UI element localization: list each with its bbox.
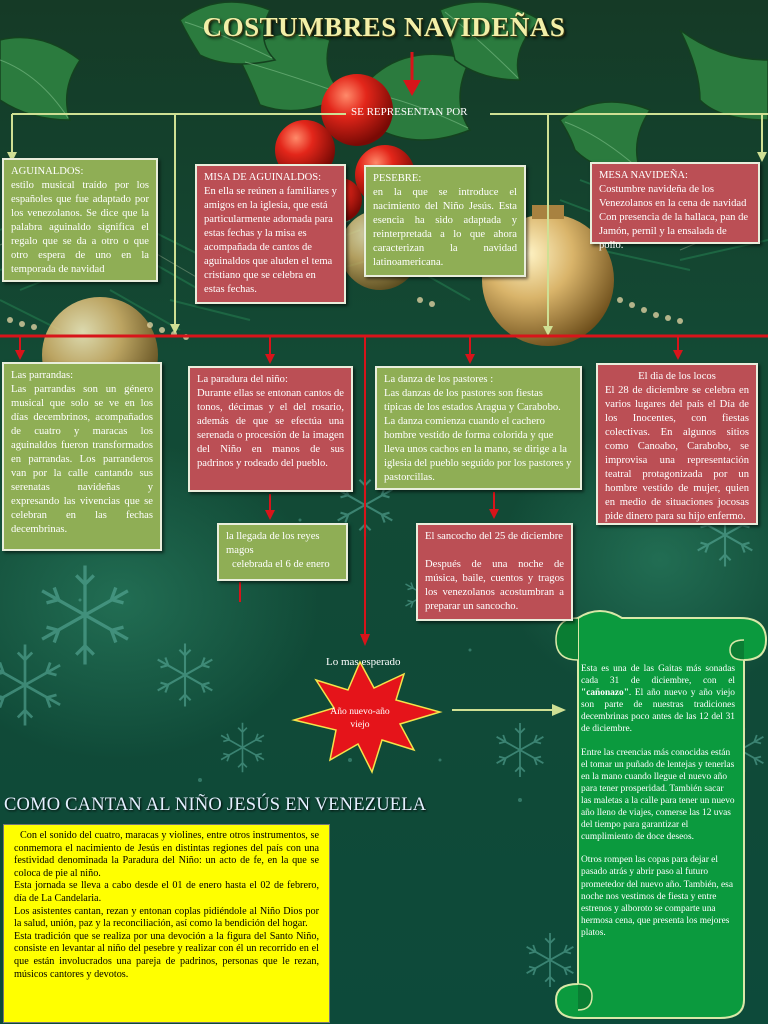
box-heading: Las parrandas: bbox=[11, 370, 74, 381]
scroll-text bbox=[581, 663, 735, 950]
box-misa-de-aguinaldos bbox=[195, 164, 346, 304]
box-dia-de-los-locos bbox=[596, 363, 758, 525]
box-body: El 28 de diciembre se celebra en varios lugares del país el Día de los Inocentes, con fiestas colectivas. En algunos sitios como Canoabo, Carabobo, se improvisa una representación teatral protagonizada por un hombre vestido de mujer, quien en medio de situaciones jocosas pide dinero para su hijo enfermo. bbox=[605, 385, 749, 522]
reyes-line1: la llegada de los reyes magos bbox=[226, 531, 320, 556]
connector-label: SE REPRESENTAN POR bbox=[351, 106, 468, 118]
box-heading: El dia de los locos bbox=[638, 371, 716, 382]
scroll-paragraph-2: Entre las creencias más conocidas están el tomar un puñado de lentejas y tenerlas en la mano cuando llegue el nuevo año para tener prosperidad. También sacar las maletas a la calle para tener un nuevo año lleno de viajes, comerse las 12 uvas del tiempo para garantizar el cumplimiento de doce deseos. bbox=[581, 747, 735, 843]
box-heading: La paradura del niño: bbox=[197, 374, 288, 385]
yellow-text-box bbox=[3, 824, 330, 1023]
star-text: Año nuevo-año viejo bbox=[330, 706, 390, 730]
box-body: en la que se introduce el nacimiento del Niño Jesús. Esta esencia ha sido adaptada y reinterpretada a lo que ahora caracterizan la navidad latinoamericana. bbox=[373, 187, 517, 268]
box-danza-de-los-pastores bbox=[375, 366, 582, 490]
box-sancocho bbox=[416, 523, 573, 621]
reyes-line2: celebrada el 6 de enero bbox=[232, 559, 330, 570]
box-heading: MESA NAVIDEÑA: bbox=[599, 170, 688, 181]
box-heading: La danza de los pastores : bbox=[384, 374, 494, 385]
page-title: COSTUMBRES NAVIDEÑAS bbox=[202, 12, 566, 42]
yellow-paragraph: Esta jornada se lleva a cabo desde el 01 de enero hasta el 02 de febrero, día de La Candelaria. bbox=[14, 880, 319, 904]
yellow-paragraph: Con el sonido del cuatro, maracas y violines, entre otros instrumentos, se conmemora el nacimiento de Jesús en distintas regiones del país con una festividad denominada la Paradura del Niño: un acto de fe, en la que se coloca de pie al niño. bbox=[14, 830, 319, 879]
box-heading: PESEBRE: bbox=[373, 173, 422, 184]
scroll-paragraph-3: Otros rompen las copas para dejar el pasado atrás y abrir paso al futuro prometedor del nuevo año. También, esa noche nos vestimos de fiesta y entre estrenos y alboroto se comparte una hermosa cena, que presenta los mejores platos. bbox=[581, 855, 733, 938]
box-body: En ella se reúnen a familiares y amigos en la iglesia, que está particularmente adornada para estas fechas y la misa es acompañada de cantos de aguinaldos que aluden el tema cristiano que se celebra en estas fechas. bbox=[204, 186, 337, 295]
box-body: Las parrandas son un género musical que solo se ve en los días decembrinos, acompañados de cuatro y maracas los aguinaldos fueron transformados en parrandas. Los parranderos van por la calle cantando sus serenatas navideñas y expresando las vivencias que se celebran en las fechas decembrinas. bbox=[11, 384, 153, 535]
section-title: COMO CANTAN AL NIÑO JESÚS EN VENEZUELA bbox=[4, 795, 427, 815]
yellow-paragraph: Los asistentes cantan, rezan y entonan coplas pidiéndole al Niño Dios por la salud, unión, paz y la reconciliación, así como la bendición del hogar. bbox=[14, 905, 319, 930]
box-body: Después de una noche de música, baile, cuentos y tragos los venezolanos acostumbran a preparar un sancocho. bbox=[425, 559, 564, 612]
canonazo-emphasis: "cañonazo" bbox=[581, 688, 629, 699]
box-heading: AGUINALDOS: bbox=[11, 166, 84, 177]
most-awaited-label: Lo mas esperado bbox=[326, 656, 401, 668]
box-body: Costumbre navideña de los Venezolanos en la cena de navidad Con presencia de la hallaca, pan de Jamón, pernil y la ensalada de pollo. bbox=[599, 184, 749, 251]
box-mesa-navidena bbox=[590, 162, 760, 251]
box-paradura-del-nino bbox=[188, 366, 353, 492]
box-heading: MISA DE AGUINALDOS: bbox=[204, 172, 322, 183]
box-las-parrandas bbox=[2, 362, 162, 551]
yellow-paragraph: Esta tradición que se realiza por una devoción a la figura del Santo Niño, consiste en levantar al niño del pesebre y realizar con él un recorrido en el que están involucrados una pareja de padrinos, personas que le rezan, músicos cantores y devotos. bbox=[14, 930, 319, 980]
box-reyes-magos bbox=[217, 523, 348, 581]
box-aguinaldos bbox=[2, 158, 158, 282]
box-body: Las danzas de los pastores son fiestas típicas de los estados Aragua y Carabobo. La danza comienza cuando el cachero hombre vestido de forma colorida y que lleva unos cachos en la mano, se dirige a la iglesia del pueblo seguido por los pastores y pastorcillas. bbox=[384, 388, 572, 483]
box-pesebre bbox=[364, 165, 526, 277]
box-body: estilo musical traído por los españoles que fue adaptado por los venezolanos. Se dice que la palabra aguinaldo significa el regalo que se da a otro o que otro espera de uno en la temporada de navidad bbox=[11, 180, 149, 275]
box-body: Durante ellas se entonan cantos de tonos, décimas y el del rosario, además de que se efectúa una serenada o procesión de la imagen del Niño en manos de sus padrinos y rodeado del pueblo. bbox=[197, 388, 344, 469]
scroll-paragraph-1: Esta es una de las Gaitas más sonadas cada 31 de diciembre, con el "cañonazo". El año nuevo y año viejo son parte de nuestras tradiciones decembrinas poco antes de las 12 del 31 de diciembre. bbox=[581, 664, 735, 735]
box-heading: El sancocho del 25 de diciembre bbox=[425, 531, 563, 542]
